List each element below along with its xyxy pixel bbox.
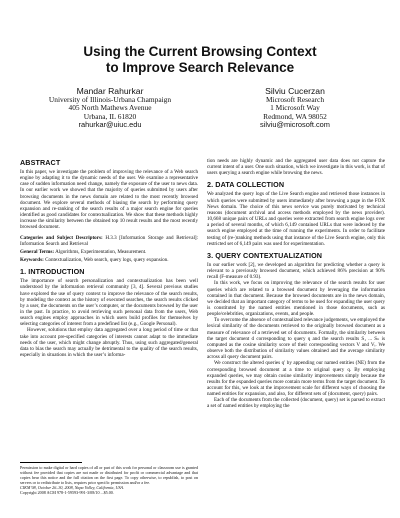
left-column xyxy=(20,158,198,358)
author-address: 405 North Mathews Avenue xyxy=(68,103,152,113)
author-address: 1 Microsoft Way xyxy=(270,103,320,113)
author-name: Silviu Cucerzan xyxy=(265,86,325,96)
section-paragraph: Each of the documents from the collected (document, query) set is parsed to extract a set of named entities by employing the xyxy=(207,397,385,410)
author-email: silviu@microsoft.com xyxy=(260,120,330,130)
author-name: Mandar Rahurkar xyxy=(76,86,144,96)
title-line-2: to Improve Search Relevance xyxy=(105,60,295,75)
paper-title xyxy=(0,44,400,76)
author-address: Redmond, WA 98052 xyxy=(263,111,327,121)
right-column xyxy=(207,158,385,410)
author-address: Urbana, IL 61820 xyxy=(83,111,137,121)
abstract-text: In this paper, we investigate the problem of improving the relevance of a Web search engine by adapting it to the dynamic needs of the user. We examine a representative case of sudden information need change, namely the exposure of the user to news data. In our earlier work we showed that the majority of queries submitted by users after browsing documents in the news domain are related to the most recently browsed document. We explore several methods of biasing the search by performing query expansion and re-ranking of the search results of a major search engine for queries identified as good candidates for contextualization. We show that these methods highly increase the similarity between the obtained top 10 result results and the most recently browsed document. xyxy=(20,169,198,231)
keywords-label: Keywords: xyxy=(20,257,44,264)
section-paragraph: We analyzed the query logs of the Live Search engine and retrieved those instances in which queries were submitted by users immediately after browsing a page in the FOX News domain. The choice of this news service was purely motivated by technical reasons (document archival and access methods employed by the news provider). 10,668 unique pairs of URLs and queries were extracted from search engine logs over a period of several months, of which 6,149 contained URLs that were indexed by the search engine employed at the time of running the experiments. In order to facilitate testing of (re-)ranking methods using that instance of the Live Search engine, only this restricted set of 6,149 pairs was used for experimentation. xyxy=(207,191,385,247)
author-affiliation: University of Illinois-Urbana Champaign xyxy=(48,95,172,104)
categories-line xyxy=(20,235,198,247)
author-email: rahurkar@uiuc.edu xyxy=(78,120,142,130)
section-paragraph: The importance of search personalization and contextualization has been well understood by the information retrieval community [3, 4]. Several previous studies have explored the use of query context to improve the relevance of the search results, by modeling the context as the history of executed searches, the search results clicked by a user, the documents on the user’s computer, or the documents browsed by the user in the past. In practice, to avoid retrieving such personal data from the users, Web search engines employ approaches in which users build profiles for themselves by selecting categories of interest from a predefined list (e.g., Google Personal). xyxy=(20,278,198,328)
section-heading: 1. INTRODUCTION xyxy=(20,267,85,277)
author-2 xyxy=(215,86,375,130)
categories-text: H.3.3 [Information Storage and Retrieval]: Information Search and Retrieval xyxy=(20,234,198,247)
author-1 xyxy=(30,86,190,130)
terms-text: Algorithms, Experimentation, Measurement. xyxy=(55,248,147,255)
keywords-text: Contextualization, Web search, query logs, query expansion. xyxy=(45,257,169,264)
keywords-line xyxy=(20,257,198,263)
section-paragraph: We construct the altered queries q′ by appending our named entities (NE) from the corresponding browsed document at a time to original query q. By employing expanded queries, we may obtain cosine similarity improvements simply because the results for the expanded queries more contain more terms from the target document. To account for this, we look at the improvement scale for different ways of choosing the named entities for expansion, and also, for different sets of (document, query) pairs. xyxy=(207,360,385,398)
permission-notice xyxy=(20,462,198,495)
section-paragraph: In this work, we focus on improving the relevance of the search results for user queries which are related to a browsed document by leveraging the information contained in that document. Because the browsed documents are in the news domain, we decided that an important category of terms to be used for expanding the user query is constituted by the named entities mentioned in those documents, such as people/celebrities, organizations, events, and people. xyxy=(207,280,385,318)
section-paragraph: However, solutions that employ data aggregated over a long period of time or that take into account pre-specified categories of interests cannot adapt to the immediate needs of the user, which might change abruptly. Thus, using such aggregated/general data to bias the search may actually be detrimental to the quality of the search results, especially in situations in which the user’s informa- xyxy=(20,327,198,359)
author-affiliation: Microsoft Research xyxy=(265,95,325,104)
abstract-heading: ABSTRACT xyxy=(20,158,61,167)
terms-line xyxy=(20,249,198,255)
section-heading: 2. DATA COLLECTION xyxy=(207,180,285,190)
categories-label: Categories and Subject Descriptors: xyxy=(20,234,103,241)
conference-line: CIKM’08, October 26–30, 2008, Napa Valley, California, USA. xyxy=(20,485,125,490)
footnote-rule xyxy=(20,462,82,463)
title-line-1: Using the Current Browsing Context xyxy=(83,44,317,59)
section-paragraph: In our earlier work [2], we developed an algorithm for predicting whether a query is relevant to a previously browsed document, which achieved 86% precision at 90% recall (F-measure of 0.93). xyxy=(207,261,385,281)
section-paragraph: To overcome the absence of contextualized relevance judgements, we employed the lexical similarity of the documents retrieved to the originally browsed document as a measure of relevance of a retrieved set of documents. Formally, the similarity between the target document d corresponding to query q and the search results S₁ ... Sₙ is computed as the cosine similarity score of their corresponding vectors V and Vᵢ. We observe both the distribution of similarity values obtained and the average similarity across all query document pairs. xyxy=(207,317,385,361)
copyright-line: Copyright 2008 ACM 978-1-59593-991-3/08/10 ...$5.00. xyxy=(20,490,114,495)
terms-label: General Terms: xyxy=(20,248,55,255)
continuation-paragraph: tion needs are highly dynamic and the aggregated user data does not capture the current intent of a user. One such situation, which we investigate in this work, is that of users querying a search engine while browsing the news. xyxy=(207,158,385,177)
section-heading: 3. QUERY CONTEXTUALIZATION xyxy=(207,250,323,260)
permission-text: Permission to make digital or hard copies of all or part of this work for personal or classroom use is granted without fee provided that copies are not made or distributed for profit or commercial advantage and that copies bear this notice and the full citation on the first page. To copy otherwise, to republish, to post on servers or to redistribute to lists, requires prior specific permission and/or a fee. xyxy=(20,465,198,485)
